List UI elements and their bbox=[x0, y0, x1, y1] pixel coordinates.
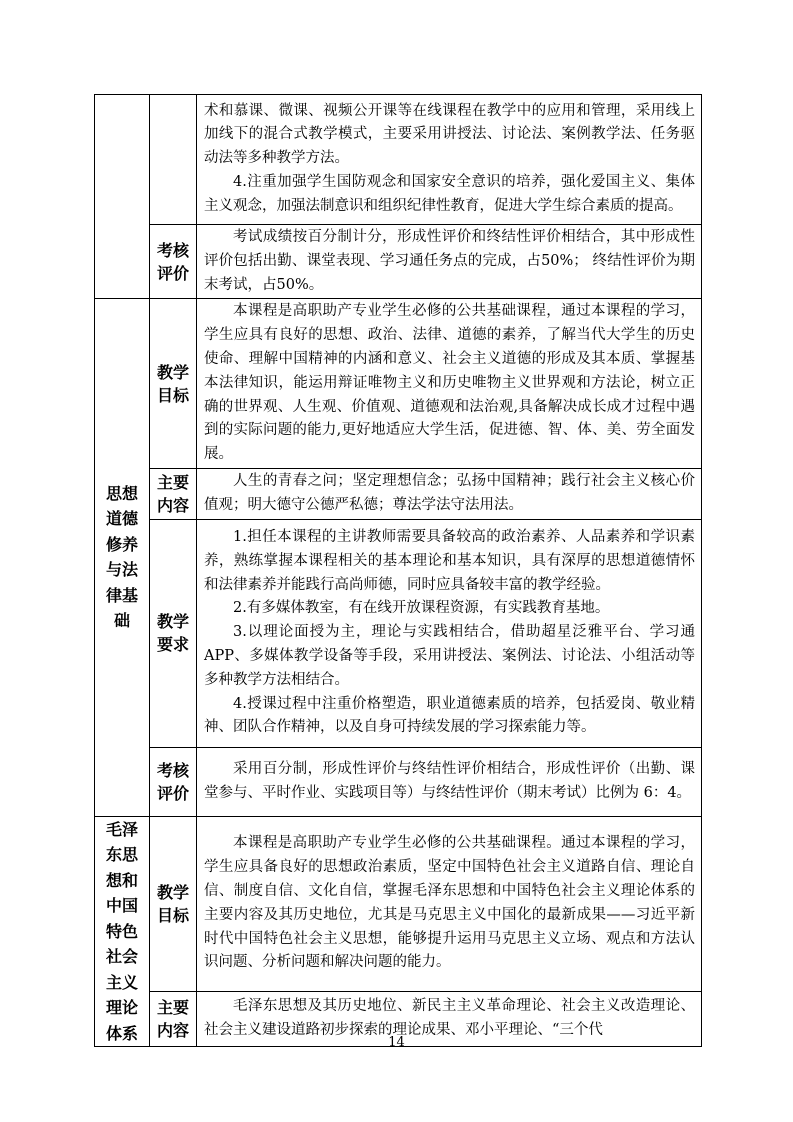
continuation-row bbox=[95, 95, 702, 225]
name-line: 础 bbox=[113, 611, 130, 631]
name-line: 东思 bbox=[105, 845, 138, 865]
course2-goal-row bbox=[95, 816, 702, 991]
prev-course-name-cell bbox=[95, 95, 150, 299]
prev-assessment-label bbox=[150, 225, 197, 299]
course2-goal-cell bbox=[197, 816, 702, 991]
label-line: 教学 bbox=[156, 612, 189, 632]
course1-requirement-1: 1.担任本课程的主讲教师需要具备较高的政治素养、人品素养和学识素养，熟练掌握本课程相关的基本理论和基本知识，具有深厚的思想道德情怀和法律素养并能践行高尚师德，同时应具备较丰富的教学经验。 bbox=[204, 528, 695, 593]
name-line: 理论 bbox=[105, 998, 138, 1018]
course1-assessment-cell bbox=[197, 747, 702, 816]
course1-requirements-row bbox=[95, 519, 702, 747]
label-line: 评价 bbox=[156, 263, 189, 283]
course1-assessment-row bbox=[95, 747, 702, 816]
label-line: 教学 bbox=[156, 882, 189, 902]
course1-goal-text: 本课程是高职助产专业学生必修的公共基础课程，通过本课程的学习，学生应具有良好的思想、政治、法律、道德的素养，了解当代大学生的历史使命、理解中国精神的内涵和意义、社会主义道德的形成及其本质、掌握基本法律知识，能运用辩证唯物主义和历史唯物主义世界观和方法论，树立正确的世界观、人生观、价值观、道德观和法治观,具备解决成长成才过程中遇到的实际问题的能力,更好地适应大学生活，促进德、智、体、美、劳全面发展。 bbox=[204, 303, 695, 463]
name-line: 特色 bbox=[105, 921, 138, 941]
label-line: 主要 bbox=[156, 472, 189, 492]
label-line: 目标 bbox=[156, 905, 189, 925]
course1-requirement-3: 3.以理论面授为主，理论与实践相结合，借助超星泛雅平台、学习通 APP、多媒体教学设备等手段，采用讲授法、案例法、讨论法、小组活动等多种教学方法相结合。 bbox=[204, 624, 695, 688]
name-line: 想和 bbox=[105, 870, 138, 890]
course2-name bbox=[95, 816, 150, 1047]
course1-content-label bbox=[150, 468, 197, 519]
course2-goal-label bbox=[150, 816, 197, 991]
course1-assessment-label bbox=[150, 747, 197, 816]
course1-goal-label bbox=[150, 299, 197, 469]
page-number: 14 bbox=[388, 1035, 405, 1050]
course1-requirements-cell bbox=[197, 519, 702, 747]
continuation-paragraph-2: 4.注重加强学生国防观念和国家安全意识的培养，强化爱国主义、集体主义观念，加强法制意识和组织纪律性教育，促进大学生综合素质的提高。 bbox=[204, 173, 695, 214]
label-line: 要求 bbox=[156, 635, 189, 655]
prev-assessment-text: 考试成绩按百分制计分，形成性评价和终结性评价相结合，其中形成性评价包括出勤、课堂表现、学习通任务点的完成，占50%； 终结性评价为期末考试，占50%。 bbox=[204, 229, 695, 293]
course1-goal-row bbox=[95, 299, 702, 469]
prev-assessment-row bbox=[95, 225, 702, 299]
label-line: 内容 bbox=[156, 1021, 189, 1040]
course1-content-cell bbox=[197, 468, 702, 519]
course2-goal-text: 本课程是高职助产专业学生必修的公共基础课程。通过本课程的学习，学生应具备良好的思想政治素质，坚定中国特色社会主义道路自信、理论自信、制度自信、文化自信，掌握毛泽东思想和中国特色社会主义理论体系的主要内容及其历史地位，尤其是马克思主义中国化的最新成果——习近平新时代中国特色社会主义思想，能够提升运用马克思主义立场、观点和方法认识问题、分析问题和解决问题的能力。 bbox=[204, 835, 695, 971]
name-line: 毛泽 bbox=[105, 819, 138, 839]
course2-content-text: 毛泽东思想及其历史地位、新民主主义革命理论、社会主义改造理论、社会主义建设道路初步探索的理论成果、邓小平理论、“三个代 bbox=[204, 998, 695, 1038]
course1-requirements-label bbox=[150, 519, 197, 747]
name-line: 主义 bbox=[105, 972, 138, 992]
name-line: 社会 bbox=[105, 947, 138, 967]
label-line: 考核 bbox=[156, 240, 189, 260]
label-line: 评价 bbox=[156, 783, 189, 803]
course1-goal-cell bbox=[197, 299, 702, 469]
course-table bbox=[94, 94, 702, 1047]
course1-requirement-2: 2.有多媒体教室，有在线开放课程资源，有实践教育基地。 bbox=[233, 600, 610, 617]
course1-content-text: 人生的青春之问；坚定理想信念；弘扬中国精神；践行社会主义核心价值观；明大德守公德严私德；尊法学法守法用法。 bbox=[204, 472, 695, 513]
course1-requirement-4: 4.授课过程中注重价格塑造，职业道德素质的培养，包括爱岗、敬业精神、团队合作精神，以及自身可持续发展的学习探索能力等。 bbox=[204, 695, 695, 736]
label-line: 主要 bbox=[156, 998, 189, 1017]
continuation-paragraph-1: 术和慕课、微课、视频公开课等在线课程在教学中的应用和管理，采用线上加线下的混合式教学模式，主要采用讲授法、讨论法、案例教学法、任务驱动法等多种教学方法。 bbox=[204, 102, 695, 167]
name-line: 修养 bbox=[105, 534, 138, 554]
name-line: 中国 bbox=[105, 896, 138, 916]
prev-assessment-text-cell bbox=[197, 225, 702, 299]
name-line: 与法 bbox=[105, 560, 138, 580]
name-line: 律基 bbox=[105, 585, 138, 605]
course1-name bbox=[95, 299, 150, 816]
label-line: 教学 bbox=[156, 362, 189, 382]
course1-assessment-text: 采用百分制，形成性评价与终结性评价相结合，形成性评价（出勤、课堂参与、平时作业、实践项目等）与终结性评价（期末考试）比例为 6：4。 bbox=[204, 760, 695, 801]
name-line: 思想 bbox=[105, 483, 138, 503]
label-line: 目标 bbox=[156, 385, 189, 405]
course1-content-row bbox=[95, 468, 702, 519]
label-line: 内容 bbox=[156, 495, 189, 515]
prev-requirements-label-cell bbox=[150, 95, 197, 225]
name-line: 道德 bbox=[105, 509, 138, 529]
label-line: 考核 bbox=[156, 760, 189, 780]
prev-requirements-text-cell bbox=[197, 95, 702, 225]
name-line: 体系 bbox=[105, 1023, 138, 1043]
